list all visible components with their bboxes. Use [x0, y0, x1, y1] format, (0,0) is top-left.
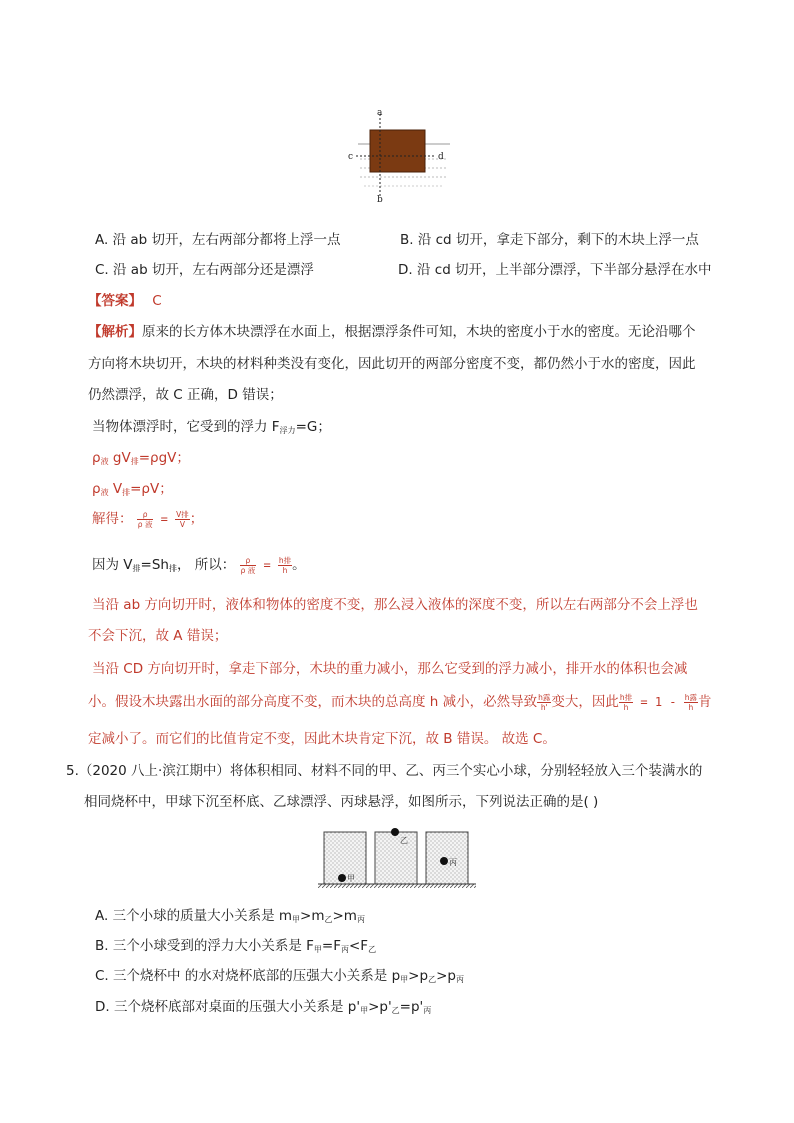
- beaker-yi: [375, 832, 417, 884]
- option-b: B. 沿 cd 切开，拿走下部分，剩下的木块上浮一点: [400, 232, 699, 248]
- q5-option-d: D. 三个烧杯底部对桌面的压强大小关系是 $p'_甲>p'_乙=p'_丙$: [95, 999, 432, 1015]
- fraction: $\frac{\text{h露}}{h'}$: [538, 692, 551, 712]
- label-d: d: [438, 152, 444, 162]
- q5-option-c: C. 三个烧杯中 的水对烧杯底部的压强大小关系是 $p_甲>p_乙>p_丙$: [95, 968, 464, 984]
- q5-option-b: B. 三个小球受到的浮力大小关系是 $F_甲=F_丙<F_乙$: [95, 938, 377, 954]
- answer-label: 【答案】: [88, 293, 142, 309]
- option-a: A. 沿 ab 切开，左右两部分都将上浮一点: [95, 232, 341, 248]
- label-jia: 甲: [347, 874, 355, 883]
- table-surface: [318, 884, 476, 888]
- ball-jia: [338, 874, 346, 882]
- ball-yi: [391, 828, 399, 836]
- q5-stem-line-1: 5.（2020 八上·滨江期中）将体积相同、材料不同的甲、乙、丙三个实心小球，分别轻轻放入三个装满水的: [66, 763, 703, 779]
- answer-line: [88, 289, 162, 309]
- equation-2: $\rho_液$ $gV_排=\rho gV$；: [92, 450, 190, 466]
- label-bing: 丙: [449, 858, 457, 867]
- fraction: $\frac{\rho}{\text{ρ 液}}$: [240, 555, 256, 575]
- paragraph-2-line-1: 当沿 ab 方向切开时，液体和物体的密度不变，那么浸入液体的深度不变，所以左右两部分不会上浮也: [92, 597, 698, 613]
- analysis-label: 【解析】: [88, 324, 142, 340]
- analysis-line-2: 方向将木块切开，木块的材料种类没有变化，因此切开的两部分密度不变，都仍然小于水的密度，因此: [88, 356, 696, 372]
- fraction: $\frac{\text{h露}}{h}$: [684, 692, 698, 712]
- block-figure: [340, 104, 460, 204]
- q5-stem-line-2: 相同烧杯中，甲球下沉至杯底、乙球漂浮、丙球悬浮，如图所示，下列说法正确的是( ): [84, 794, 599, 810]
- answer-value: C: [152, 293, 162, 309]
- label-yi: 乙: [400, 836, 408, 845]
- paragraph-3-line-2: 小。假设木块露出水面的部分高度不变，而木块的总高度 h 减小，必然导致 $\frac{\text{h露}}{h'}$ 变大，因此 $\frac{\text{h排}}{h}$ = 1 - $\frac{\text{h露}}{h}$ 肯: [88, 692, 712, 712]
- beaker-bing: [426, 832, 468, 884]
- label-a: a: [377, 108, 383, 118]
- fraction: $\frac{\text{h排}}{h}$: [278, 555, 292, 575]
- equation-1: 当物体漂浮时，它受到的浮力 $F_{浮力}=G$；: [92, 419, 331, 435]
- equation-5: 因为 $V_排=Sh_排$， 所以： $\frac{\rho}{\text{ρ 液}}$ = $\frac{\text{h排}}{h}$ 。: [92, 555, 306, 575]
- fraction: $\frac{\rho}{\text{ρ 液}}$: [137, 509, 153, 529]
- paragraph-3-line-3: 定减小了。而它们的比值肯定不变，因此木块肯定下沉，故 B 错误。 故选 C。: [88, 731, 556, 747]
- equation-4: 解得： $\frac{\rho}{\text{ρ 液}}$ = $\frac{\text{V排}}{V}$ ；: [92, 509, 204, 529]
- analysis-line-3: 仍然漂浮，故 C 正确，D 错误；: [88, 387, 283, 403]
- option-c: C. 沿 ab 切开，左右两部分还是漂浮: [95, 262, 314, 278]
- equation-3: $\rho_液$ $V_排=\rho V$；: [92, 481, 173, 497]
- fraction: $\frac{\text{h排}}{h}$: [619, 692, 633, 712]
- ball-bing: [440, 857, 448, 865]
- q5-option-a: A. 三个小球的质量大小关系是 $m_甲>m_乙>m_丙$: [95, 908, 365, 924]
- fraction: $\frac{\text{V排}}{V}$: [176, 509, 189, 529]
- label-c: c: [348, 152, 354, 162]
- analysis-line-1: [88, 320, 696, 340]
- paragraph-3-line-1: 当沿 CD 方向切开时，拿走下部分，木块的重力减小，那么它受到的浮力减小，排开水的体积也会减: [92, 661, 688, 677]
- paragraph-2-line-2: 不会下沉，故 A 错误；: [88, 628, 228, 644]
- beakers-figure: [318, 824, 476, 890]
- analysis-text: 原来的长方体木块漂浮在水面上，根据漂浮条件可知，木块的密度小于水的密度。无论沿哪个: [142, 324, 696, 340]
- option-d: D. 沿 cd 切开，上半部分漂浮，下半部分悬浮在水中: [398, 262, 712, 278]
- wood-block: [370, 130, 425, 172]
- label-b: b: [377, 195, 383, 204]
